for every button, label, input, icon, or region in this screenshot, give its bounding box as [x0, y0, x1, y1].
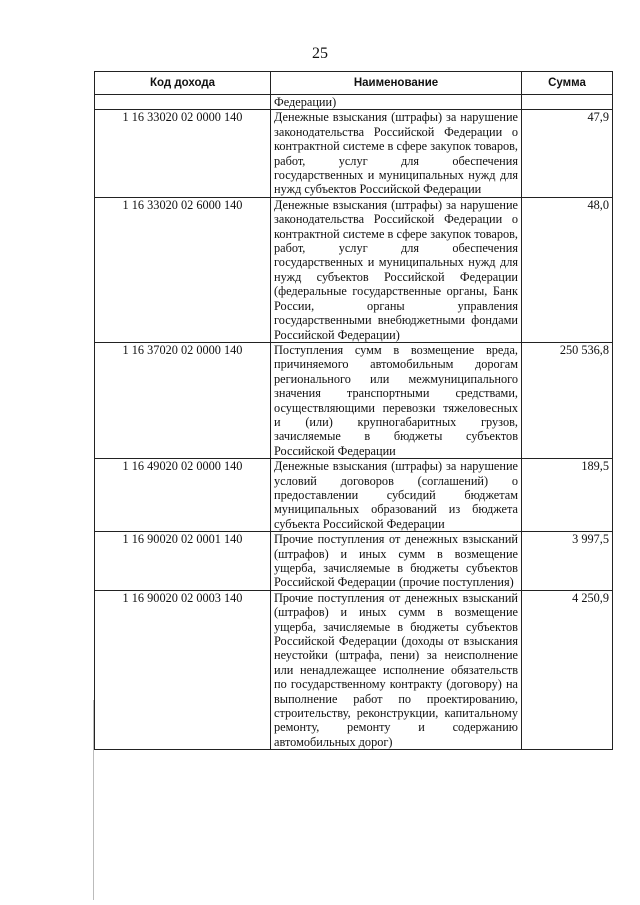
continuation-sum-cell — [522, 95, 613, 110]
revenue-table — [94, 71, 613, 750]
table-row — [95, 197, 613, 342]
table-row — [95, 590, 613, 749]
row-code: 1 16 33020 02 6000 140 — [95, 197, 271, 342]
header-code: Код дохода — [95, 72, 271, 95]
row-sum: 48,0 — [522, 197, 613, 342]
row-sum: 189,5 — [522, 459, 613, 532]
table-row — [95, 342, 613, 458]
header-name: Наименование — [271, 72, 522, 95]
row-sum: 47,9 — [522, 110, 613, 197]
page-number: 25 — [312, 45, 328, 62]
table-row — [95, 110, 613, 197]
row-code: 1 16 49020 02 0000 140 — [95, 459, 271, 532]
row-code: 1 16 37020 02 0000 140 — [95, 342, 271, 458]
row-code: 1 16 33020 02 0000 140 — [95, 110, 271, 197]
row-name: Денежные взыскания (штрафы) за нарушение законодательства Российской Федерации о контрактной системе в сфере закупок товаров, работ, услуг для обеспечения государственных и муниципальных нужд для нужд субъектов Российской Федерации (федеральные государственные органы, Банк России, органы управления государственными внебюджетными фондами Российской Федерации) — [271, 197, 522, 342]
row-sum: 4 250,9 — [522, 590, 613, 749]
continuation-code-cell — [95, 95, 271, 110]
row-name: Поступления сумм в возмещение вреда, причиняемого автомобильным дорогам регионального или межмуниципального значения транспортными средствами, осуществляющими перевозки тяжеловесных и (или) крупногабаритных грузов, зачисляемые в бюджеты субъектов Российской Федерации — [271, 342, 522, 458]
row-sum: 250 536,8 — [522, 342, 613, 458]
table-row — [95, 532, 613, 591]
header-sum: Сумма — [522, 72, 613, 95]
row-code: 1 16 90020 02 0001 140 — [95, 532, 271, 591]
table-header-row — [95, 72, 613, 95]
row-name: Денежные взыскания (штрафы) за нарушение законодательства Российской Федерации о контрактной системе в сфере закупок товаров, работ, услуг для обеспечения государственных и муниципальных нужд для нужд субъектов Российской Федерации — [271, 110, 522, 197]
row-name: Денежные взыскания (штрафы) за нарушение условий договоров (соглашений) о предоставлении субсидий бюджетам муниципальных образований из бюджета субъекта Российской Федерации — [271, 459, 522, 532]
row-code: 1 16 90020 02 0003 140 — [95, 590, 271, 749]
row-name: Прочие поступления от денежных взысканий (штрафов) и иных сумм в возмещение ущерба, зачисляемые в бюджеты субъектов Российской Федерации (прочие поступления) — [271, 532, 522, 591]
row-sum: 3 997,5 — [522, 532, 613, 591]
row-name: Прочие поступления от денежных взысканий (штрафов) и иных сумм в возмещение ущерба, зачисляемые в бюджеты субъектов Российской Федерации (доходы от взыскания неустойки (штрафа, пени) за неисполнение или ненадлежащее исполнение обязательств по государственному контракту (договору) на выполнение работ по проектированию, строительству, реконструкции, капитальному ремонту, ремонту и содержанию автомобильных дорог) — [271, 590, 522, 749]
table-row — [95, 459, 613, 532]
continuation-name-cell: Федерации) — [271, 95, 522, 110]
continuation-row — [95, 95, 613, 110]
scan-artifact-line — [93, 700, 94, 900]
